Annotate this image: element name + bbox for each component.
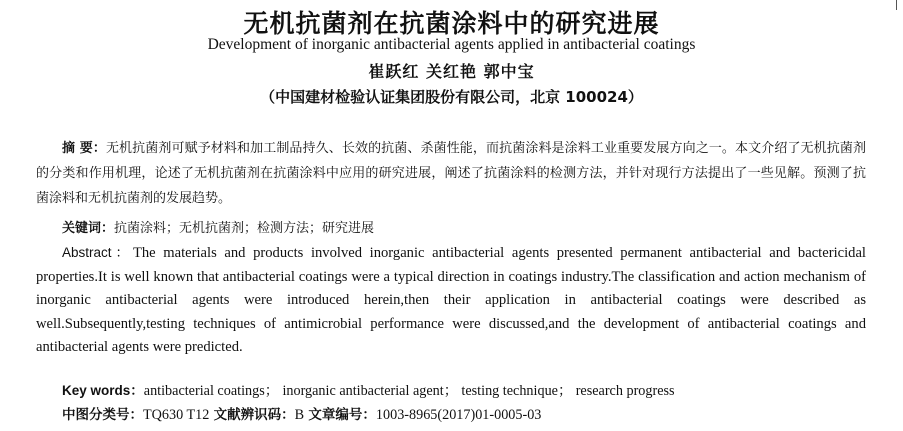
abstract-english xyxy=(36,241,866,360)
classification-line xyxy=(62,403,541,424)
abstract-english-label: Abstract： xyxy=(62,245,133,260)
keywords-chinese-text: 抗菌涂料；无机抗菌剂；检测方法；研究进展 xyxy=(114,221,375,236)
keywords-english-label: Key words： xyxy=(62,383,144,398)
keywords-chinese-label: 关键词： xyxy=(62,221,115,236)
clc-value: TQ630 T12 xyxy=(143,407,210,423)
article-number-value: 1003-8965(2017)01-0005-03 xyxy=(375,407,542,423)
title-english: Development of inorganic antibacterial agents applied in antibacterial coatings xyxy=(207,36,696,53)
authors: 崔跃红 关红艳 郭中宝 xyxy=(368,62,535,81)
title-chinese: 无机抗菌剂在抗菌涂料中的研究进展 xyxy=(243,9,660,38)
affiliation: （中国建材检验认证集团股份有限公司，北京 100024） xyxy=(260,88,643,106)
article-number-label: 文章编号： xyxy=(308,407,376,423)
doc-code-label: 文献辨识码： xyxy=(213,407,295,423)
doc-code-value: B xyxy=(294,407,305,423)
keywords-chinese xyxy=(62,217,374,236)
keywords-english-text: antibacterial coatings； inorganic antibacterial agent； testing technique； research progress xyxy=(143,383,675,399)
abstract-chinese-label: 摘 要： xyxy=(62,141,106,156)
abstract-chinese xyxy=(36,136,866,211)
abstract-chinese-text: 无机抗菌剂可赋予材料和加工制品持久、长效的抗菌、杀菌性能，而抗菌涂料是涂料工业重要发展方向之一。本文介绍了无机抗菌剂的分类和作用机理，论述了无机抗菌剂在抗菌涂料中应用的研究进展，阐述了抗菌涂料的检测方法，并针对现行方法提出了一些见解。预测了抗菌涂料和无机抗菌剂的发展趋势。 xyxy=(36,141,866,206)
clc-label: 中图分类号： xyxy=(62,407,143,423)
abstract-english-text: The materials and products involved inorganic antibacterial agents presented permanent antibacterial and bactericidal properties.It is well known that antibacterial coatings were a typical direction in coatings industry.The classification and action mechanism of inorganic antibacterial agents were introduced herein,then their application in antibacterial coatings were described as well.Subsequently,testing techniques of antimicrobial performance were discussed,and the development of antibacterial coatings and antibacterial agents were predicted. xyxy=(36,245,866,355)
keywords-english xyxy=(62,379,675,400)
